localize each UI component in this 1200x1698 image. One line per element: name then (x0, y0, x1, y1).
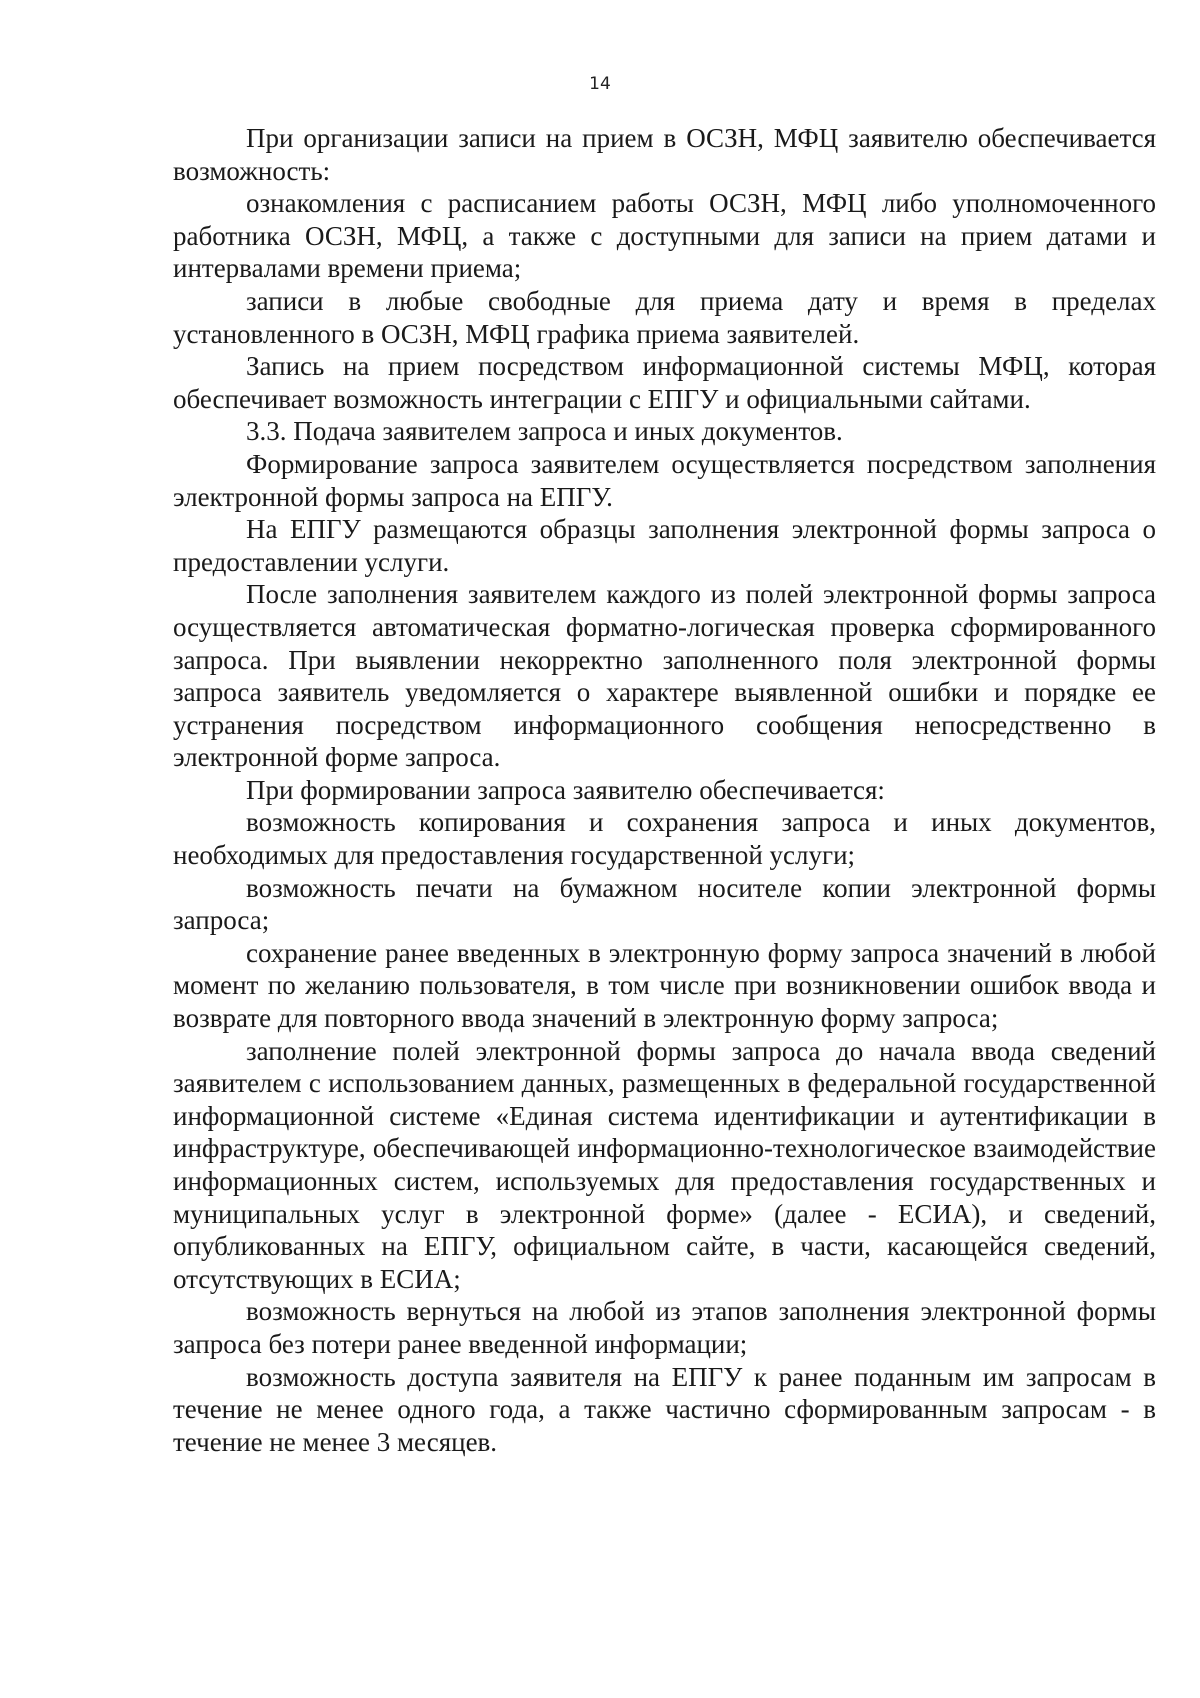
paragraph: После заполнения заявителем каждого из полей электронной формы запроса осуществляется автоматическая форматно-логическая проверка сформированного запроса. При выявлении некорректно заполненного поля электронной формы запроса заявитель уведомляется о характере выявленной ошибки и порядке ее устранения посредством информационного сообщения непосредственно в электронной форме запроса. (173, 579, 1156, 773)
paragraph: возможность копирования и сохранения запроса и иных документов, необходимых для предоставления государственной услуги; (173, 807, 1156, 871)
paragraph: На ЕПГУ размещаются образцы заполнения электронной формы запроса о предоставлении услуги. (173, 514, 1156, 577)
paragraph: Формирование запроса заявителем осуществляется посредством заполнения электронной формы запроса на ЕПГУ. (173, 448, 1156, 512)
paragraph: возможность доступа заявителя на ЕПГУ к ранее поданным им запросам в течение не менее одного года, а также частично сформированным запросам - в течение не менее 3 месяцев. (173, 1361, 1156, 1457)
paragraph: записи в любые свободные для приема дату и время в пределах установленного в ОСЗН, МФЦ графика приема заявителей. (173, 285, 1156, 349)
paragraph: ознакомления с расписанием работы ОСЗН, МФЦ либо уполномоченного работника ОСЗН, МФЦ, а также с доступными для записи на прием датами и интервалами времени приема; (173, 188, 1156, 284)
paragraph: Запись на прием посредством информационной системы МФЦ, которая обеспечивает возможность интеграции с ЕПГУ и официальными сайтами. (173, 351, 1156, 414)
paragraph: заполнение полей электронной формы запроса до начала ввода сведений заявителем с использованием данных, размещенных в федеральной государственной информационной системе «Единая система идентификации и аутентификации в инфраструктуре, обеспечивающей информационно-технологическое взаимодействие информационных систем, используемых для предоставления государственных и муниципальных услуг в электронной форме» (далее - ЕСИА), и сведений, опубликованных на ЕПГУ, официальном сайте, в части, касающейся сведений, отсутствующих в ЕСИА; (173, 1035, 1156, 1294)
paragraph: сохранение ранее введенных в электронную форму запроса значений в любой момент по желанию пользователя, в том числе при возникновении ошибок ввода и возврате для повторного ввода значений в электронную форму запроса; (173, 937, 1156, 1034)
section-heading: 3.3. Подача заявителем запроса и иных документов. (246, 416, 843, 447)
paragraph: При формировании запроса заявителю обеспечивается: (246, 774, 885, 805)
page-number: 14 (589, 74, 611, 94)
paragraph: возможность печати на бумажном носителе копии электронной формы запроса; (173, 872, 1156, 936)
document-body (173, 122, 1156, 1458)
paragraph: возможность вернуться на любой из этапов заполнения электронной формы запроса без потери ранее введенной информации; (173, 1296, 1156, 1359)
paragraph: При организации записи на прием в ОСЗН, МФЦ заявителю обеспечивается возможность: (173, 123, 1156, 186)
